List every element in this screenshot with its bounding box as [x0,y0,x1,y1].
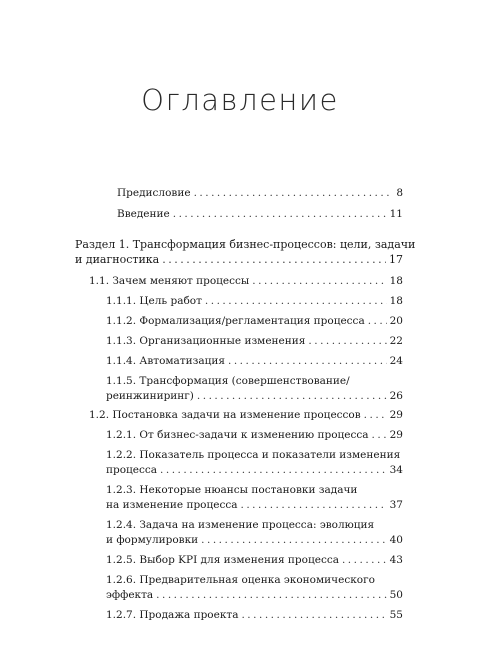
toc-page-number: 8 [396,187,403,199]
toc-label: 1.2.5. Выбор KPI для изменения процесса [106,554,339,566]
dot-leader [173,207,387,222]
toc-entry-preface[interactable] [117,186,403,201]
toc-line [117,207,403,222]
toc-page-number: 26 [389,389,403,402]
toc-entry-1-2-5[interactable] [106,553,403,568]
toc-entry-introduction[interactable] [117,207,403,222]
toc-label: 1.1. Зачем меняют процессы [89,275,250,287]
dot-leader [241,608,386,623]
toc-page-number: 22 [389,335,403,347]
toc-label: 1.2.4. Задача на изменение процесса: эволюция [106,519,375,531]
dot-leader [252,274,386,289]
toc-page-number: 11 [389,208,403,220]
dot-leader [342,553,387,568]
dot-leader [372,428,387,443]
toc-entry-1-1-5[interactable] [106,374,403,403]
dot-leader [368,314,387,329]
toc-page-number: 55 [389,609,403,621]
toc-line [106,553,403,568]
toc-label: 1.1.2. Формализация/регламентация процесса [106,315,365,327]
toc-line [106,533,403,548]
toc-line [106,294,403,309]
toc-page-number: 29 [389,429,403,441]
toc-line [106,389,403,404]
toc-line [106,608,403,623]
toc-entry-1-1[interactable] [89,274,403,289]
toc-label-continuation: на изменение процесса [106,498,238,511]
dot-leader [228,354,387,369]
toc-entry-section-1[interactable] [75,238,416,267]
toc-line [106,588,403,603]
toc-entry-1-1-1[interactable] [106,294,403,309]
dot-leader [205,294,387,309]
toc-entry-1-1-2[interactable] [106,314,403,329]
toc-entry-1-2-6[interactable] [106,573,403,602]
page-title: Оглавление [141,83,339,117]
toc-entry-1-2-1[interactable] [106,428,403,443]
toc-line [106,334,403,349]
toc-entry-1-1-3[interactable] [106,334,403,349]
toc-page-number: 24 [389,355,403,367]
toc-line [106,354,403,369]
toc-label: 1.2. Постановка задачи на изменение процессов [89,409,361,421]
toc-line [89,408,403,423]
dot-leader [308,334,386,349]
toc-label: 1.2.7. Продажа проекта [106,609,239,621]
toc-label-continuation: и формулировки [106,533,199,546]
toc-entry-1-2-4[interactable] [106,518,403,547]
toc-label: 1.1.1. Цель работ [106,295,202,307]
toc-label: Раздел 1. Трансформация бизнес-процессов: цели, задачи [75,238,416,251]
dot-leader [194,186,394,201]
toc-entry-1-2[interactable] [89,408,403,423]
dot-leader [160,463,387,478]
toc-page-number: 18 [389,295,403,307]
toc-line [89,274,403,289]
toc-line [117,186,403,201]
toc-line [75,253,403,268]
toc-label: 1.2.3. Некоторые нюансы постановки задачи [106,484,358,496]
dot-leader [241,498,387,513]
toc-line [106,498,403,513]
toc-page-number: 34 [389,463,403,476]
toc-page-number: 20 [389,315,403,327]
toc-entry-1-2-3[interactable] [106,483,403,512]
dot-leader [201,533,386,548]
toc-label: 1.2.1. От бизнес-задачи к изменению процесса [106,429,369,441]
toc-page-number: 17 [389,252,403,266]
dot-leader [156,588,386,603]
dot-leader [364,408,387,423]
toc-label-continuation: процесса [106,463,158,476]
toc-entry-1-2-2[interactable] [106,448,403,477]
toc-label: Предисловие [117,187,191,199]
toc-line [106,314,403,329]
toc-page-number: 29 [389,409,403,421]
toc-page-number: 40 [389,533,403,546]
toc-label-continuation: и диагностика [75,252,160,266]
toc-label: 1.2.6. Предварительная оценка экономического [106,574,375,586]
dot-leader [197,389,387,404]
toc-label: 1.1.4. Автоматизация [106,355,225,367]
dot-leader [162,253,386,268]
toc-entry-1-2-7[interactable] [106,608,403,623]
toc-entry-1-1-4[interactable] [106,354,403,369]
toc-page-number: 37 [389,498,403,511]
toc-label: 1.2.2. Показатель процесса и показатели изменения [106,449,401,461]
toc-line [106,428,403,443]
toc-label-continuation: эффекта [106,588,154,601]
toc-line [106,463,403,478]
toc-label: Введение [117,208,170,220]
toc-page-number: 50 [389,588,403,601]
toc-label: 1.1.5. Трансформация (совершенствование/ [106,375,350,387]
toc-page-number: 18 [389,275,403,287]
toc-label: 1.1.3. Организационные изменения [106,335,306,347]
toc-label-continuation: реинжиниринг) [106,389,194,402]
toc-page-number: 43 [389,554,403,566]
